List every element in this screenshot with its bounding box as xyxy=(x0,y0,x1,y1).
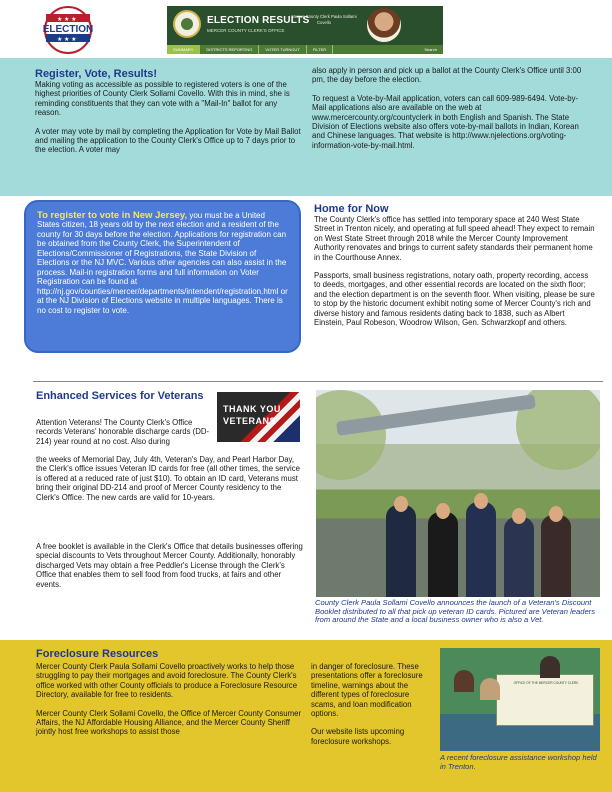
photo-person-head xyxy=(512,508,526,524)
photo-person xyxy=(466,502,496,597)
svg-text:★ ★ ★: ★ ★ ★ xyxy=(57,17,77,23)
callout-text xyxy=(37,211,289,315)
register-paragraph-4: To request a Vote-by-Mail application, voters can call 609-989-6494. Vote-by-Mail applications also are available on the web at www.mercercounty.org/countyclerk in both English and Spanish. The State Division of Elections website also offers vote-by-mail ballots in Indian, Korean and Chinese languages. That website is http://www.njelections.org/voting-information-vote-by-mail.html. xyxy=(312,93,579,150)
nav-item-turnout[interactable]: VOTER TURNOUT xyxy=(259,45,306,54)
home-title: Home for Now xyxy=(314,203,389,215)
foreclosure-column-middle xyxy=(311,662,435,746)
home-for-now-section xyxy=(314,203,596,327)
foreclosure-workshop-photo xyxy=(440,648,600,751)
home-paragraph-1: The County Clerk's office has settled into temporary space at 240 West State Street in Trenton nicely, and operating at full speed ahead! They expect to remain on West State Street through 2018 while the Mercer County Improvement Authority renovates and brings to current safety standards their permanent home in the Courthouse Annex. xyxy=(314,215,595,262)
voter-registration-callout xyxy=(24,200,301,353)
photo-person-head xyxy=(436,503,450,519)
svg-text:★ ★ ★: ★ ★ ★ xyxy=(57,37,77,43)
results-nav-bar xyxy=(167,45,443,54)
veterans-photo-caption: County Clerk Paula Sollami Covello announces the launch of a Veteran's Discount Booklet distributed to all that pick up veteran ID cards. Pictured are Veteran leaders from around the State and a local business owner who is also a Vet. xyxy=(315,598,595,625)
foreclosure-paragraph-2: Mercer County Clerk Sollami Covello, the Office of Mercer County Consumer Affairs, the NJ Affordable Housing Alliance, and the Mercer County Sheriff jointly host free workshops to assist those xyxy=(36,708,302,737)
veterans-paragraph-1a: Attention Veterans! The County Clerk's Office records Veterans' honorable discharge cards (DD-214) year round at no cost. Also during xyxy=(36,418,210,446)
section-divider xyxy=(33,381,603,382)
veterans-title: Enhanced Services for Veterans xyxy=(36,390,204,402)
results-subtitle: MERCER COUNTY CLERK'S OFFICE xyxy=(207,28,285,33)
photo-person xyxy=(504,517,534,597)
register-paragraph-1: Making voting as accessible as possible to registered voters is one of the highest priorities of County Clerk Sollami Covello. With this in mind, she is reminding constituents that they can vote with a "Mail-In" ballot for any reason. xyxy=(35,80,290,118)
veterans-paragraph-2: A free booklet is available in the Clerk's Office that details businesses offering special discounts to Vets throughout Mercer County. Additionally, honorably discharged Vets may obtain a free Peddler's License through the Clerk's Office that enables them to sell food from food trucks, at fairs and other events. xyxy=(36,542,303,589)
register-paragraph-2: A voter may vote by mail by completing the Application for Vote by Mail Ballot and mailing the application to the County Clerk's Office up to 7 days prior to the election. A voter may xyxy=(35,126,301,155)
nav-item-filter[interactable]: FILTER xyxy=(307,45,333,54)
foreclosure-column-left xyxy=(36,662,308,737)
veterans-image-line-2: VETERANS xyxy=(223,416,277,426)
foreclosure-paragraph-1: Mercer County Clerk Paula Sollami Covello proactively works to help those struggling to pay their mortgages and avoid foreclosure. The County Clerk's office worked with other County officials to produce a Foreclosure Resource Directory, available for free to residents. xyxy=(36,662,298,700)
photo-person xyxy=(454,670,474,692)
nav-item-districts[interactable]: DISTRICTS REPORTING xyxy=(200,45,259,54)
register-paragraph-3: also apply in person and pick up a ballot at the County Clerk's Office until 3:00 pm, the day before the election. xyxy=(312,66,582,85)
photo-person xyxy=(540,656,560,678)
clerk-office-banner xyxy=(496,674,594,726)
photo-tree xyxy=(316,390,386,480)
thank-you-veterans-image xyxy=(217,392,300,442)
clerk-portrait xyxy=(367,8,401,42)
photo-person xyxy=(541,515,571,597)
foreclosure-title: Foreclosure Resources xyxy=(36,648,159,660)
register-column-right xyxy=(312,66,588,150)
veterans-group-photo xyxy=(316,390,600,597)
foreclosure-paragraph-3: in danger of foreclosure. These presentations offer a foreclosure timeline, warnings about the different types of foreclosure scams, and loan modification options. xyxy=(311,662,423,719)
callout-lead: To register to vote in New Jersey, xyxy=(37,210,188,221)
register-title: Register, Vote, Results! xyxy=(35,68,158,80)
photo-person xyxy=(386,505,416,597)
photo-person-head xyxy=(394,496,408,512)
photo-person xyxy=(480,678,500,700)
register-vote-section xyxy=(0,58,612,196)
veterans-paragraph-1b: the weeks of Memorial Day, July 4th, Veteran's Day, and Pearl Harbor Day, the Clerk's office issues Veteran ID cards for free (all other times, the service is offered at a reduced rate of just $10). To obtain an ID card, Veterans must bring their original DD-214 and proof of Mercer County residency to the Clerk's Office. The new cards are valid for 10-years. xyxy=(36,455,300,502)
home-paragraph-2: Passports, small business registrations, notary oath, property recording, access to deeds, mortgages, and other essential records are located on the sixth floor; and the election department is on the seventh floor. When visiting, please be sure to stop by the historic document exhibit noting some of Mercer County's rich and diverse history and famous residents dating back to 1838, such as Albert Einstein, Paul Robeson, Woodrow Wilson, Gen. Schwarzkopf and others. xyxy=(314,271,595,328)
foreclosure-photo-caption: A recent foreclosure assistance workshop held in Trenton. xyxy=(440,753,597,771)
election-logo xyxy=(22,4,162,56)
photo-person-head xyxy=(549,506,563,522)
page-header xyxy=(0,0,612,58)
nav-item-search[interactable]: Search xyxy=(424,47,437,52)
results-title: ELECTION RESULTS xyxy=(207,15,310,26)
register-column-left xyxy=(35,68,305,155)
election-logo-text: ELECTION xyxy=(42,24,94,35)
photo-person xyxy=(428,512,458,597)
foreclosure-paragraph-4: Our website lists upcoming foreclosure workshops. xyxy=(311,727,405,746)
results-contact: Mercer County Clerk Paula Sollami Covello xyxy=(291,14,357,25)
nav-item-summary[interactable]: SUMMARY xyxy=(167,45,200,54)
banner-text: OFFICE OF THE MERCER COUNTY CLERK xyxy=(513,681,579,685)
photo-person-head xyxy=(474,493,488,509)
veterans-image-line-1: THANK YOU xyxy=(223,404,281,414)
county-seal-icon xyxy=(173,10,201,38)
callout-body: you must be a United States citizen, 18 years old by the next election and a resident of the county for 30 days before the election. Applications for registration can be obtained from the County Clerk, the Superintendent of Elections/Commissioner of Registrations, the State Division of Elections or the NJ MVC. Various other agencies can also assist in the process. Mail-in registration forms and full information on Voter Registration can be found at http://nj.gov/counties/mercer/departments/intendent/registration.html or at the NJ Division of Elections website in multiple languages. There is no cost to register to vote. xyxy=(37,211,288,315)
